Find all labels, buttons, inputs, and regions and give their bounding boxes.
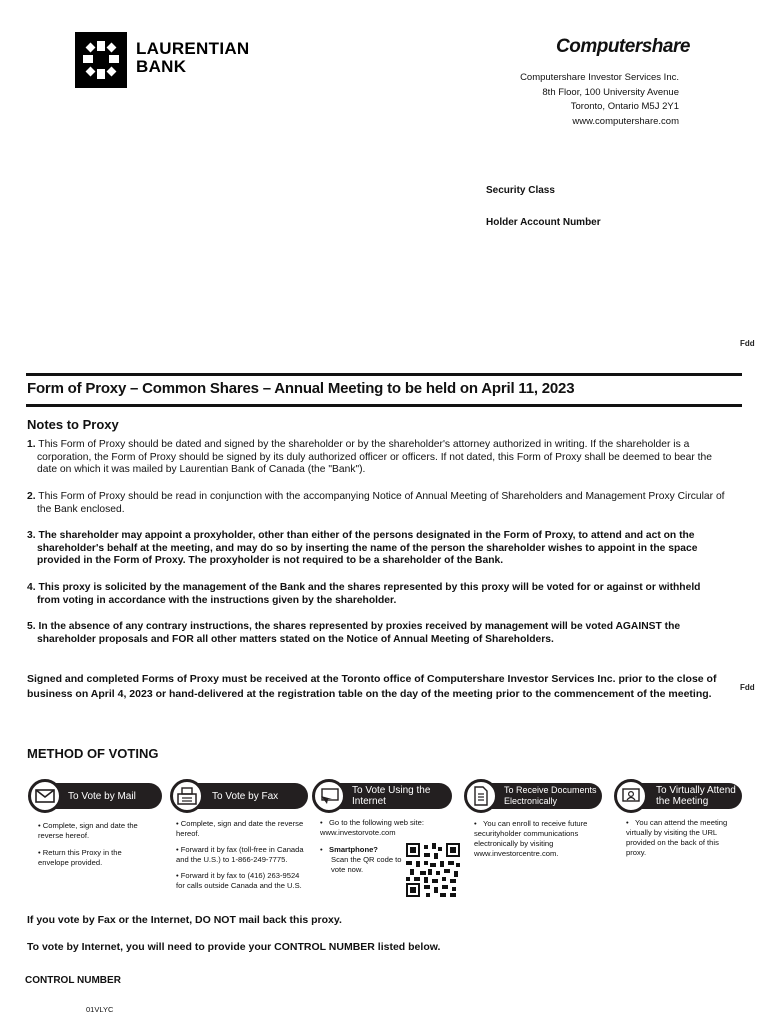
mail-tab-label: To Vote by Mail [68,791,136,802]
document-icon [464,779,498,813]
logo-star-icon [75,32,127,88]
fax-step-3: • Forward it by fax to (416) 263-9524 for calls outside Canada and the U.S. [176,871,302,890]
note-5: 5. In the absence of any contrary instructions, the shares represented by proxies received by management will be voted AGAINST the shareholder proposals and FOR all other matters stated on the Notice of Annual Meeting of Shareholders. [27,621,681,645]
internet-step-2: • Smartphone? Scan the QR code to vote now. [320,845,402,874]
qr-code-icon[interactable] [406,843,460,897]
control-number-label: CONTROL NUMBER [25,975,121,986]
note-3: 3. The shareholder may appoint a proxyholder, other than either of the persons designated in the Form of Proxy, to attend and act on the shareholder's behalf at the meeting, and may do so by inserting the name of the person the shareholder wishes to appoint in the space provided in the Form of Proxy. The proxyholder is not required to be a shareholder of the Bank. [27,530,698,566]
title-rule-top [26,373,742,376]
notes-heading: Notes to Proxy [27,417,119,432]
mail-step-2: • Return this Proxy in the envelope provided. [38,848,122,867]
fdd-mark: Fdd [740,339,755,348]
title-rule-bottom [26,404,742,407]
holder-account-label: Holder Account Number [486,217,601,228]
bank-name: LAURENTIAN BANK [136,39,250,76]
laurentian-bank-logo-mark [75,32,127,88]
control-number-note: To vote by Internet, you will need to provide your CONTROL NUMBER listed below. [27,941,441,953]
documents-tab-label: To Receive Documents Electronically [504,785,597,806]
note-2: 2. This Form of Proxy should be read in conjunction with the accompanying Notice of Annual Meeting of Shareholders and Management Proxy Circular of the Bank enclosed. [27,491,725,515]
fdd-mark: Fdd [740,683,755,692]
method-of-voting-heading: METHOD OF VOTING [27,746,159,761]
internet-tab-label: To Vote Using the Internet [352,785,431,807]
security-class-label: Security Class [486,185,555,196]
internet-step-1: • Go to the following web site: www.investorvote.com [320,818,424,837]
submission-deadline-note: Signed and completed Forms of Proxy must be received at the Toronto office of Computershare Investor Services Inc. prior to the close of business on April 4, 2023 or hand-delivered at the registration table on the day of the meeting prior to the commencement of the meeting. [27,673,717,700]
document-code: 01VLYC [86,1005,114,1014]
fax-step-2: • Forward it by fax (toll-free in Canada and the U.S.) to 1-866-249-7775. [176,845,304,864]
note-1: 1. This Form of Proxy should be dated and signed by the shareholder or by the shareholder's attorney authorized in writing. If the shareholder is a corporation, the Form of Proxy should be signed by its duly authorized officer or officers. If not dated, this Form of Proxy shall be deemed to bear the date on which it was mailed by Laurentian Bank of Canada (the "Bank"). [27,439,712,475]
computer-cursor-icon [312,779,346,813]
no-mail-warning: If you vote by Fax or the Internet, DO NOT mail back this proxy. [27,914,342,926]
form-title: Form of Proxy – Common Shares – Annual Meeting to be held on April 11, 2023 [27,380,575,397]
documents-step-1: • You can enroll to receive future securityholder communications electronically by visiting www.investorcentre.com. [474,819,588,858]
mail-step-1: • Complete, sign and date the reverse hereof. [38,821,138,840]
attend-tab-label: To Virtually Attend the Meeting [656,785,736,807]
attend-step-1: • You can attend the meeting virtually by visiting the URL provided on the back of this proxy. [626,818,728,857]
envelope-icon [28,779,62,813]
fax-tab-label: To Vote by Fax [212,791,279,802]
agent-address: Computershare Investor Services Inc. 8th Floor, 100 University Avenue Toronto, Ontario M5J 2Y1 www.computershare.com [520,72,679,127]
fax-step-1: • Complete, sign and date the reverse hereof. [176,819,304,838]
attendee-icon [614,779,648,813]
note-4: 4. This proxy is solicited by the management of the Bank and the shares represented by this proxy will be voted for or against or withheld from voting in accordance with the instructions given by the shareholder. [27,582,701,606]
fax-icon [170,779,204,813]
computershare-logo: Computershare [556,36,690,57]
